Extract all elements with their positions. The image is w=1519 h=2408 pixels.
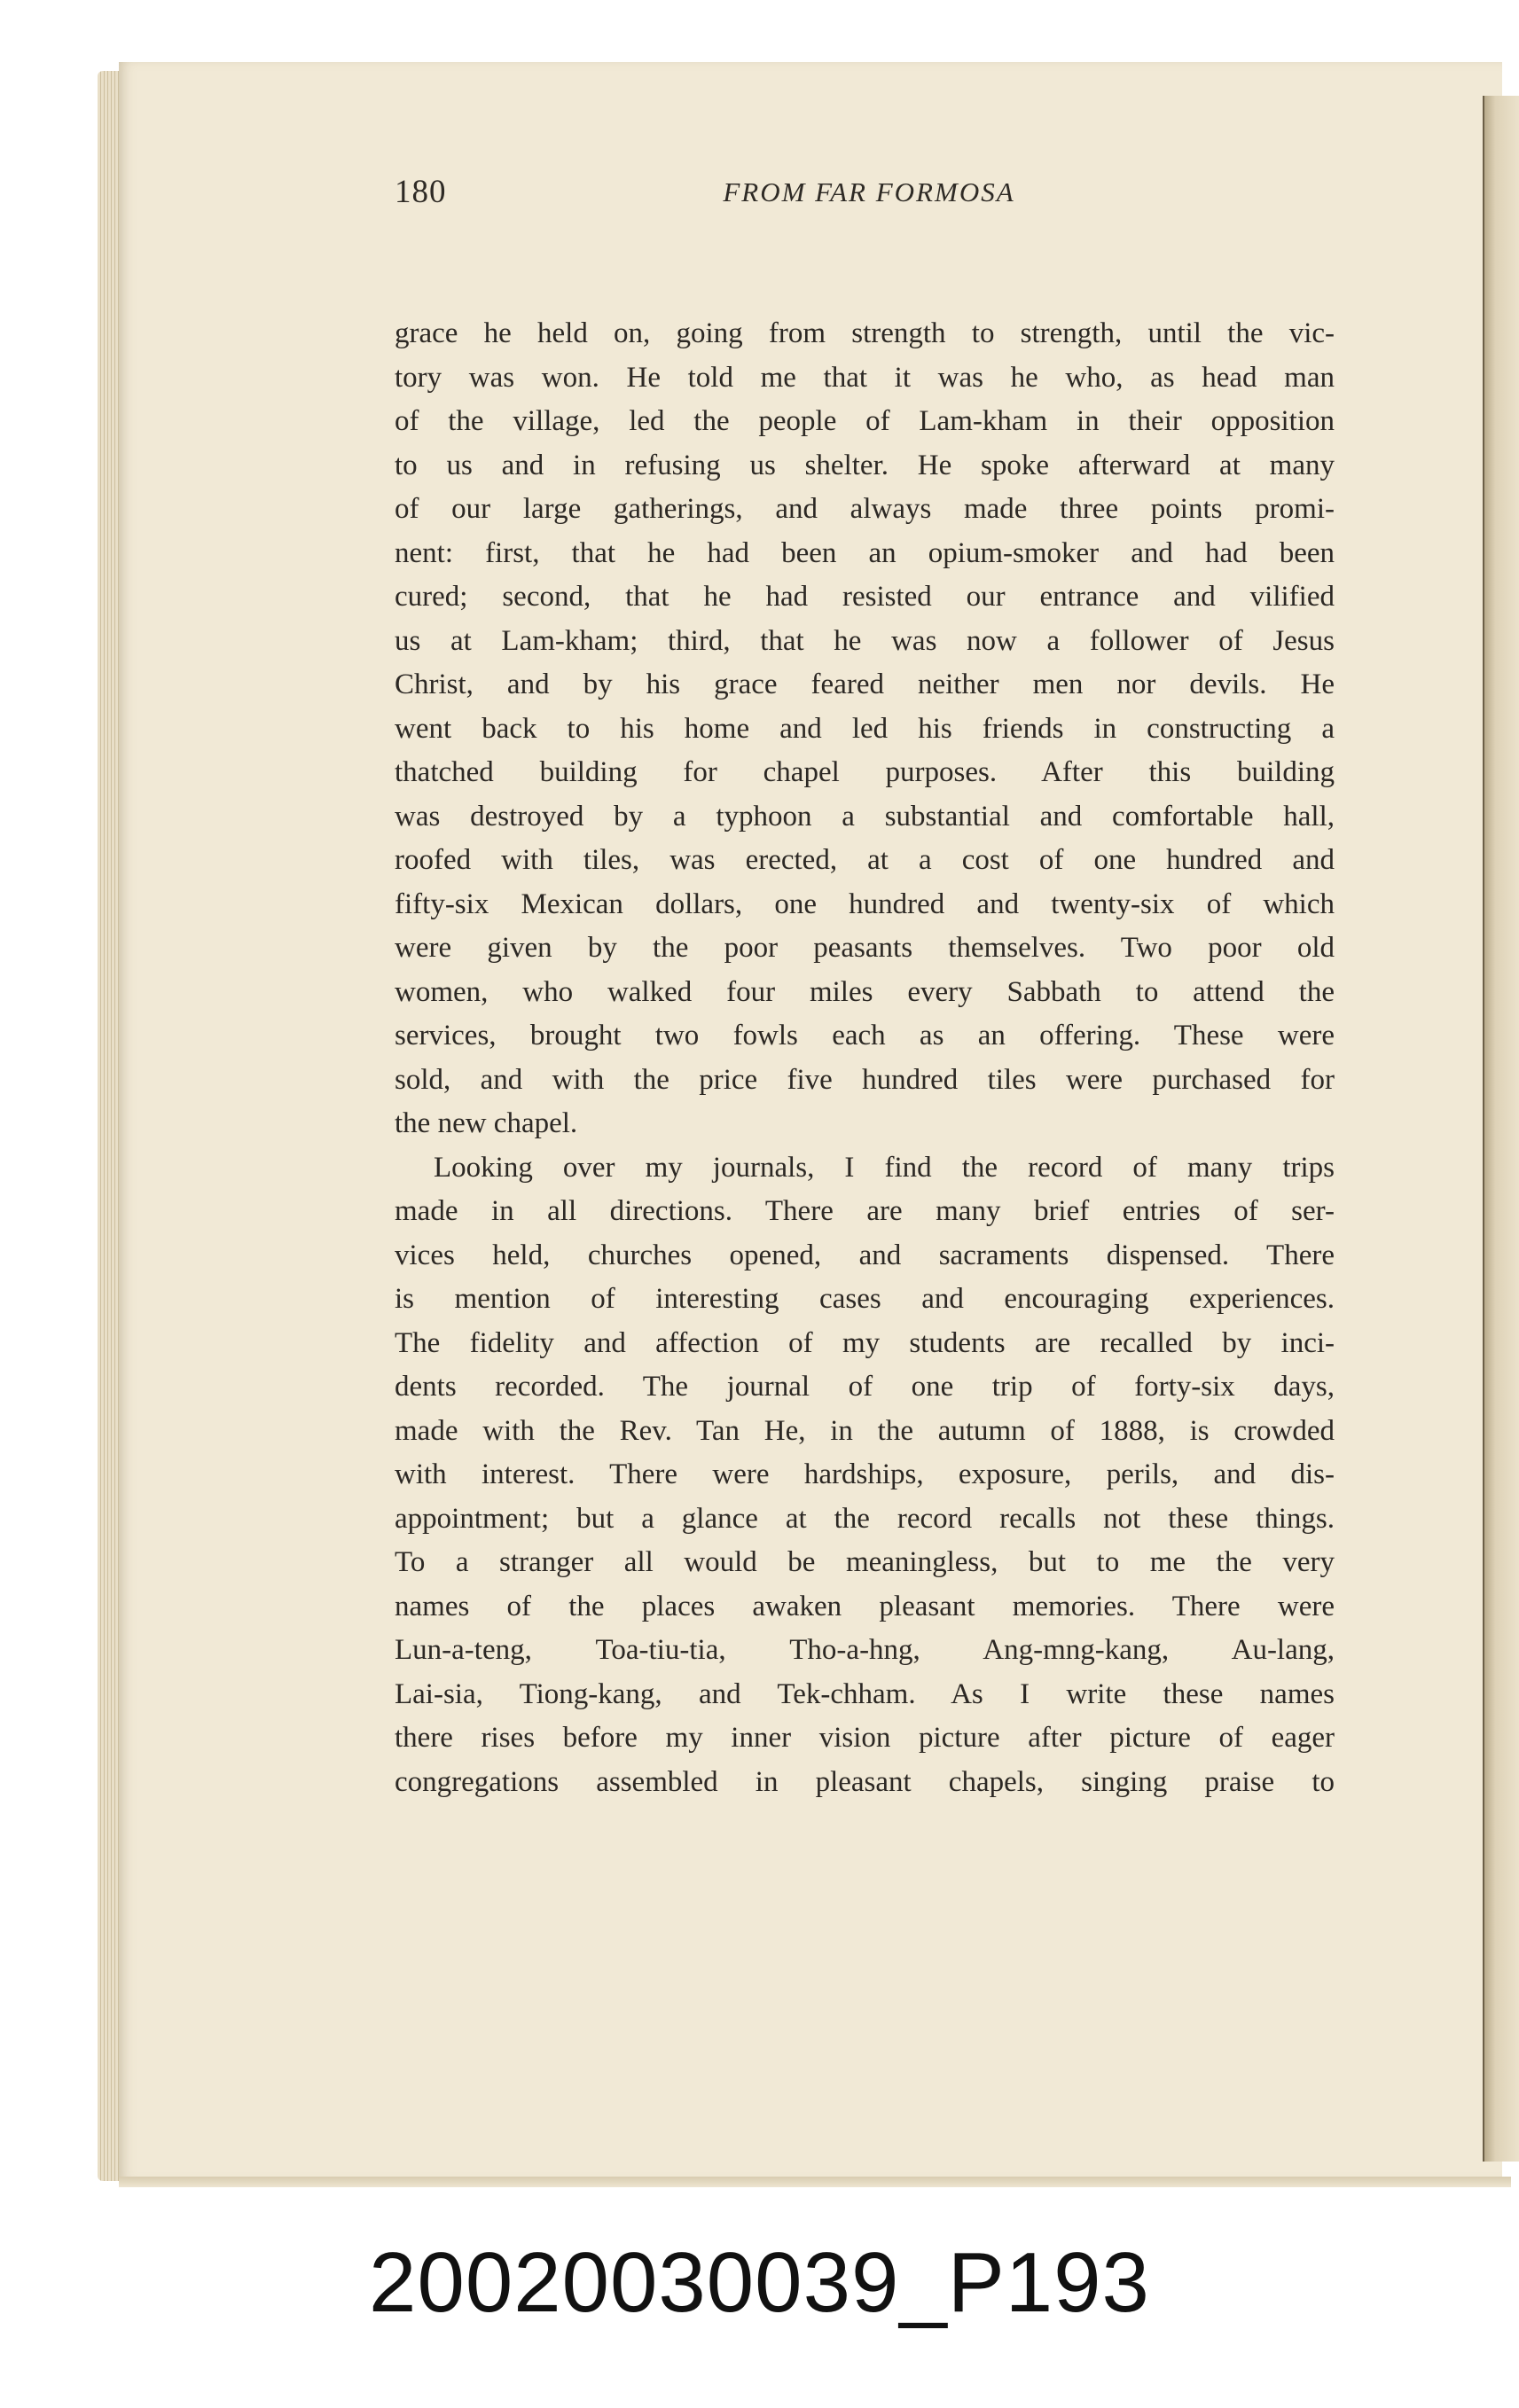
text-line: were given by the poor peasants themselves. Two poor old — [395, 932, 1335, 964]
text-line: The fidelity and affection of my students are recalled by inci- — [395, 1326, 1335, 1359]
text-line: to us and in refusing us shelter. He spoke afterward at many — [395, 449, 1335, 481]
body-text — [395, 312, 1335, 1804]
text-line: Looking over my journals, I find the record of many trips — [434, 1151, 1335, 1184]
text-line: made in all directions. There are many brief entries of ser- — [395, 1195, 1335, 1227]
text-line: appointment; but a glance at the record recalls not these things. — [395, 1502, 1335, 1535]
paragraph-2 — [395, 1146, 1335, 1805]
text-line: us at Lam-kham; third, that he was now a follower of Jesus — [395, 624, 1335, 657]
catalog-id: 20020030039_P193 — [369, 2235, 1150, 2330]
text-line: vices held, churches opened, and sacraments dispensed. There — [395, 1239, 1335, 1271]
text-line: names of the places awaken pleasant memories. There were — [395, 1590, 1335, 1622]
text-line: of our large gatherings, and always made three points promi- — [395, 493, 1335, 525]
text-line: grace he held on, going from strength to strength, until the vic- — [395, 317, 1335, 349]
next-page-edge — [1483, 96, 1519, 2162]
text-line: fifty-six Mexican dollars, one hundred and twenty-six of which — [395, 887, 1335, 920]
text-line: there rises before my inner vision picture after picture of eager — [395, 1722, 1335, 1754]
page-number: 180 — [395, 174, 447, 210]
page-header — [395, 173, 1343, 223]
text-line: To a stranger all would be meaningless, but to me the very — [395, 1546, 1335, 1578]
text-line: dents recorded. The journal of one trip of forty-six days, — [395, 1371, 1335, 1403]
text-line: was destroyed by a typhoon a substantial and comfortable hall, — [395, 800, 1335, 833]
text-line: nent: first, that he had been an opium-smoker and had been — [395, 536, 1335, 569]
text-line: is mention of interesting cases and encouraging experiences. — [395, 1283, 1335, 1315]
text-line: Lun-a-teng, Toa-tiu-tia, Tho-a-hng, Ang-mng-kang, Au-lang, — [395, 1634, 1335, 1666]
text-line: roofed with tiles, was erected, at a cost of one hundred and — [395, 844, 1335, 876]
text-line: tory was won. He told me that it was he who, as head man — [395, 361, 1335, 394]
text-line: congregations assembled in pleasant chapels, singing praise to — [395, 1765, 1335, 1798]
text-line: services, brought two fowls each as an offering. These were — [395, 1020, 1335, 1052]
text-line: thatched building for chapel purposes. After this building — [395, 756, 1335, 788]
text-line: of the village, led the people of Lam-kham in their opposition — [395, 405, 1335, 437]
text-line: Lai-sia, Tiong-kang, and Tek-chham. As I write these names — [395, 1677, 1335, 1710]
text-line: Christ, and by his grace feared neither men nor devils. He — [395, 668, 1335, 700]
running-title: FROM FAR FORMOSA — [723, 176, 1015, 207]
page-bottom-edge — [119, 2177, 1511, 2187]
text-line: made with the Rev. Tan He, in the autumn of 1888, is crowded — [395, 1414, 1335, 1447]
text-line: with interest. There were hardships, exposure, perils, and dis- — [395, 1458, 1335, 1490]
text-line: the new chapel. — [395, 1107, 578, 1139]
text-line: cured; second, that he had resisted our entrance and vilified — [395, 581, 1335, 613]
paragraph-1 — [395, 312, 1335, 1146]
text-line: sold, and with the price five hundred tiles were purchased for — [395, 1063, 1335, 1096]
text-line: went back to his home and led his friends in constructing a — [395, 712, 1335, 745]
text-line: women, who walked four miles every Sabbath to attend the — [395, 975, 1335, 1008]
